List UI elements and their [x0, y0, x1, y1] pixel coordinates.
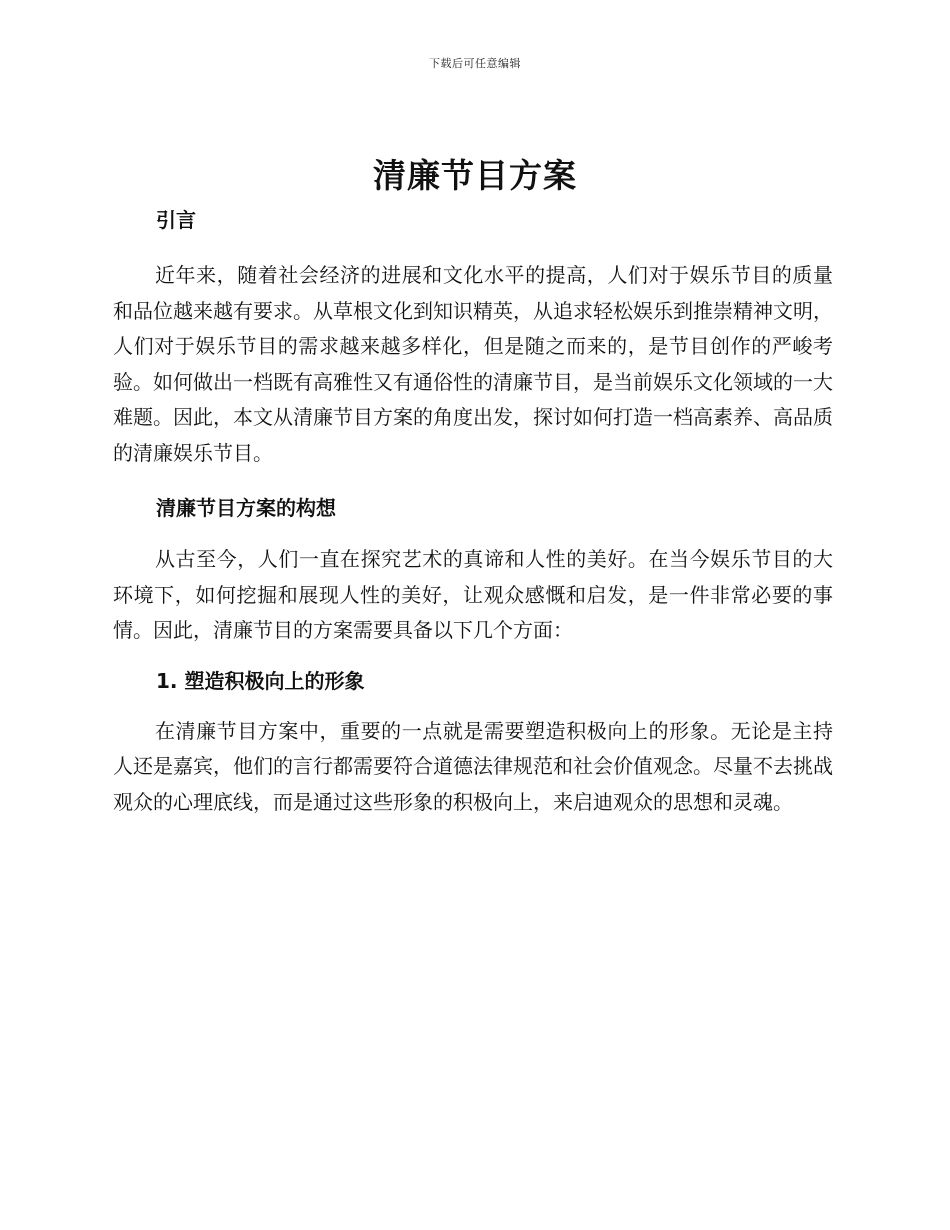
paragraph-positive-image: 在清廉节目方案中，重要的一点就是需要塑造积极向上的形象。无论是主持人还是嘉宾，他们的言行都需要符合道德法律规范和社会价值观念。尽量不去挑战观众的心理底线，而是通过这些形象的积极向上，来启迪观众的思想和灵魂。	[113, 718, 833, 814]
section-heading-intro: 引言	[156, 208, 196, 232]
section-heading-concept: 清廉节目方案的构想	[156, 496, 336, 520]
document-body	[113, 205, 833, 820]
header-note: 下载后可任意编辑	[429, 57, 521, 70]
paragraph-intro: 近年来，随着社会经济的进展和文化水平的提高，人们对于娱乐节目的质量和品位越来越有要求。从草根文化到知识精英，从追求轻松娱乐到推崇精神文明，人们对于娱乐节目的需求越来越多样化，但是随之而来的，是节目创作的严峻考验。如何做出一档既有高雅性又有通俗性的清廉节目，是当前娱乐文化领域的一大难题。因此，本文从清廉节目方案的角度出发，探讨如何打造一档高素养、高品质的清廉娱乐节目。	[113, 263, 833, 465]
section-heading-positive-image: 1. 塑造积极向上的形象	[156, 668, 365, 693]
paragraph-concept: 从古至今，人们一直在探究艺术的真谛和人性的美好。在当今娱乐节目的大环境下，如何挖掘和展现人性的美好，让观众感慨和启发，是一件非常必要的事情。因此，清廉节目的方案需要具备以下几个方面：	[113, 547, 833, 642]
document-title: 清廉节目方案	[373, 156, 577, 195]
